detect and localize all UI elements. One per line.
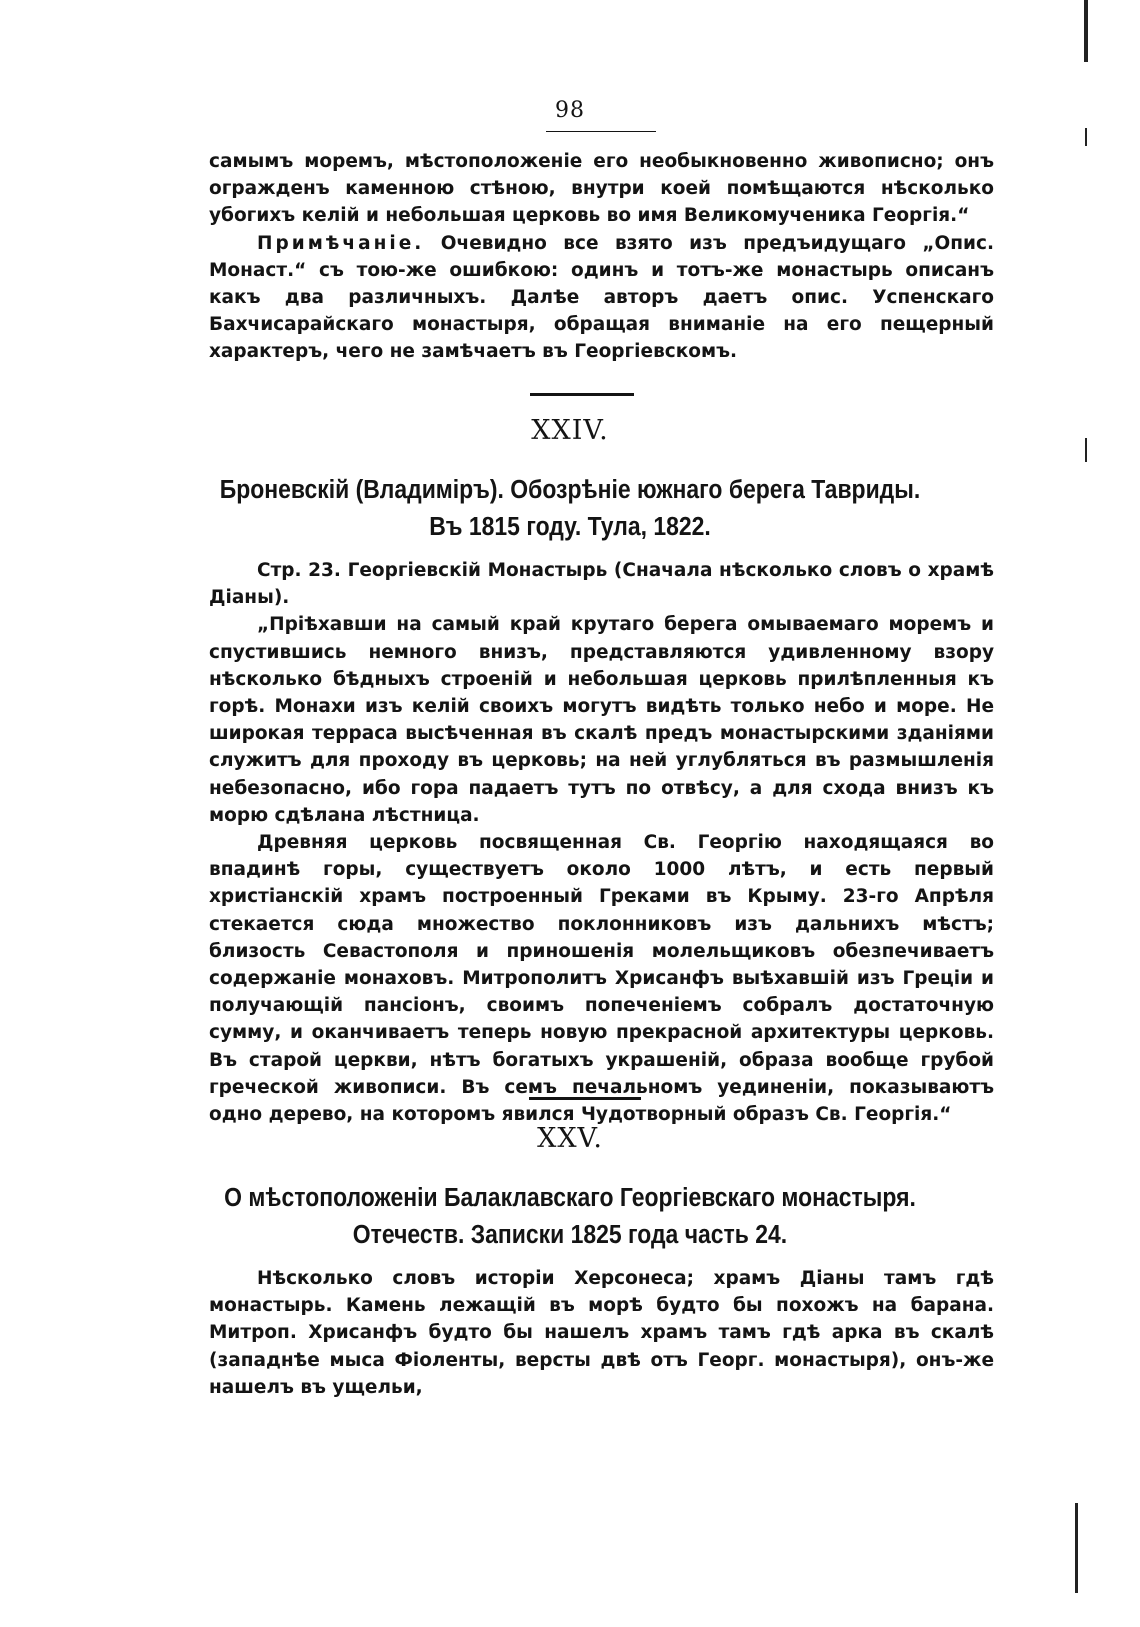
note-text: Очевидно все взято изъ предъидущаго „Опис. Монаст.“ съ тою-же ошибкою: одинъ и тотъ-же монастырь описанъ какъ два различныхъ. Далѣе авторъ даетъ опис. Успенскаго Бахчисарайскаго монастыря, обращая вниманiе на его пещерный характеръ, чего не замѣчаетъ въ Георгiевскомъ. <box>209 232 994 363</box>
scan-mark <box>1085 128 1087 146</box>
intro-paragraph: самымъ моремъ, мѣстоположенiе его необыкновенно живописно; онъ огражденъ каменною стѣною, внутри коей помѣщаются нѣсколько убогихъ келiй и небольшая церковь во имя Великомученика Георгiя.“ <box>209 151 994 227</box>
quote-paragraph: „Прiѣхавши на самый край крутаго берега омываемаго моремъ и спустившись немного внизъ, представляются удивленному взору нѣсколько бѣдныхъ строенiй и небольшая церковь прилѣпленныя къ горѣ. Монахи изъ келiй своихъ могутъ видѣть только небо и море. Не широкая терраса высѣченная въ скалѣ предъ монастырскими зданiями служитъ для проходу въ церковь; на ней углубляться въ размышленiя небезопасно, ибо гора падаетъ тутъ по отвѣсу, а для схода внизъ къ морю сдѣлана лѣстница. <box>209 614 994 826</box>
section-title-xxv <box>165 1180 975 1254</box>
page-number-rule <box>546 131 656 132</box>
section-divider-xxv <box>529 1097 641 1100</box>
section-title-xxv-line1: О мѣстоположенiи Балаклавскаго Георгiевскаго монастыря. <box>224 1184 916 1212</box>
note-label: Примѣчанiе. <box>257 232 425 254</box>
history-paragraph: Нѣсколько словъ исторiи Херсонеса; храмъ Дiаны тамъ гдѣ монастырь. Камень лежащiй въ морѣ будто бы похожъ на барана. Митроп. Хрисанфъ будто бы нашелъ храмъ тамъ гдѣ арка въ скалѣ (западнѣе мыса Фiоленты, версты двѣ отъ Георг. монастыря), онъ-же нашелъ въ ущельи, <box>209 1268 994 1398</box>
section-title-xxiv-line2: Въ 1815 году. Тула, 1822. <box>429 513 711 541</box>
intro-text <box>209 148 994 366</box>
section-xxiv-text <box>209 557 994 1128</box>
scan-mark <box>1075 1503 1078 1593</box>
section-title-xxiv <box>165 472 975 546</box>
section-numeral-xxiv: XXIV. <box>531 415 609 446</box>
section-title-xxiv-line1: Броневскiй (Владимiръ). Обозрѣнiе южнаго берега Тавриды. <box>219 476 921 504</box>
note-paragraph <box>209 230 994 366</box>
source-reference: Стр. 23. Георгiевскiй Монастырь (Сначала нѣсколько словъ о храмѣ Дiаны). <box>209 560 994 609</box>
section-xxv-text <box>209 1265 994 1401</box>
section-title-xxv-line2: Отечеств. Записки 1825 года часть 24. <box>352 1221 788 1249</box>
scan-mark <box>1085 438 1087 462</box>
scan-mark <box>1084 0 1088 62</box>
page-number: 98 <box>555 98 585 123</box>
section-divider-xxiv <box>530 393 634 396</box>
section-numeral-xxv: XXV. <box>537 1123 603 1154</box>
quote-paragraph-continued: Древняя церковь посвященная Св. Георгiю находящаяся во впадинѣ горы, существуетъ около 1000 лѣтъ, и есть первый христiанскiй храмъ построенный Греками въ Крыму. 23-го Апрѣля стекается сюда множество поклонниковъ изъ дальнихъ мѣстъ; близость Севастополя и приношенiя молельщиковъ обезпечиваетъ содержанiе монаховъ. Митрополитъ Хрисанфъ выѣхавшiй изъ Грецiи и получающiй пансiонъ, своимъ попеченiемъ собралъ достаточную сумму, и оканчиваетъ теперь новую прекрасной архитектуры церковь. Въ старой церкви, нѣтъ богатыхъ украшенiй, образа вообще грубой греческой живописи. Въ семъ печальномъ уединенiи, показываютъ одно дерево, на которомъ явился Чудотворный образъ Св. Георгiя.“ <box>209 832 994 1126</box>
